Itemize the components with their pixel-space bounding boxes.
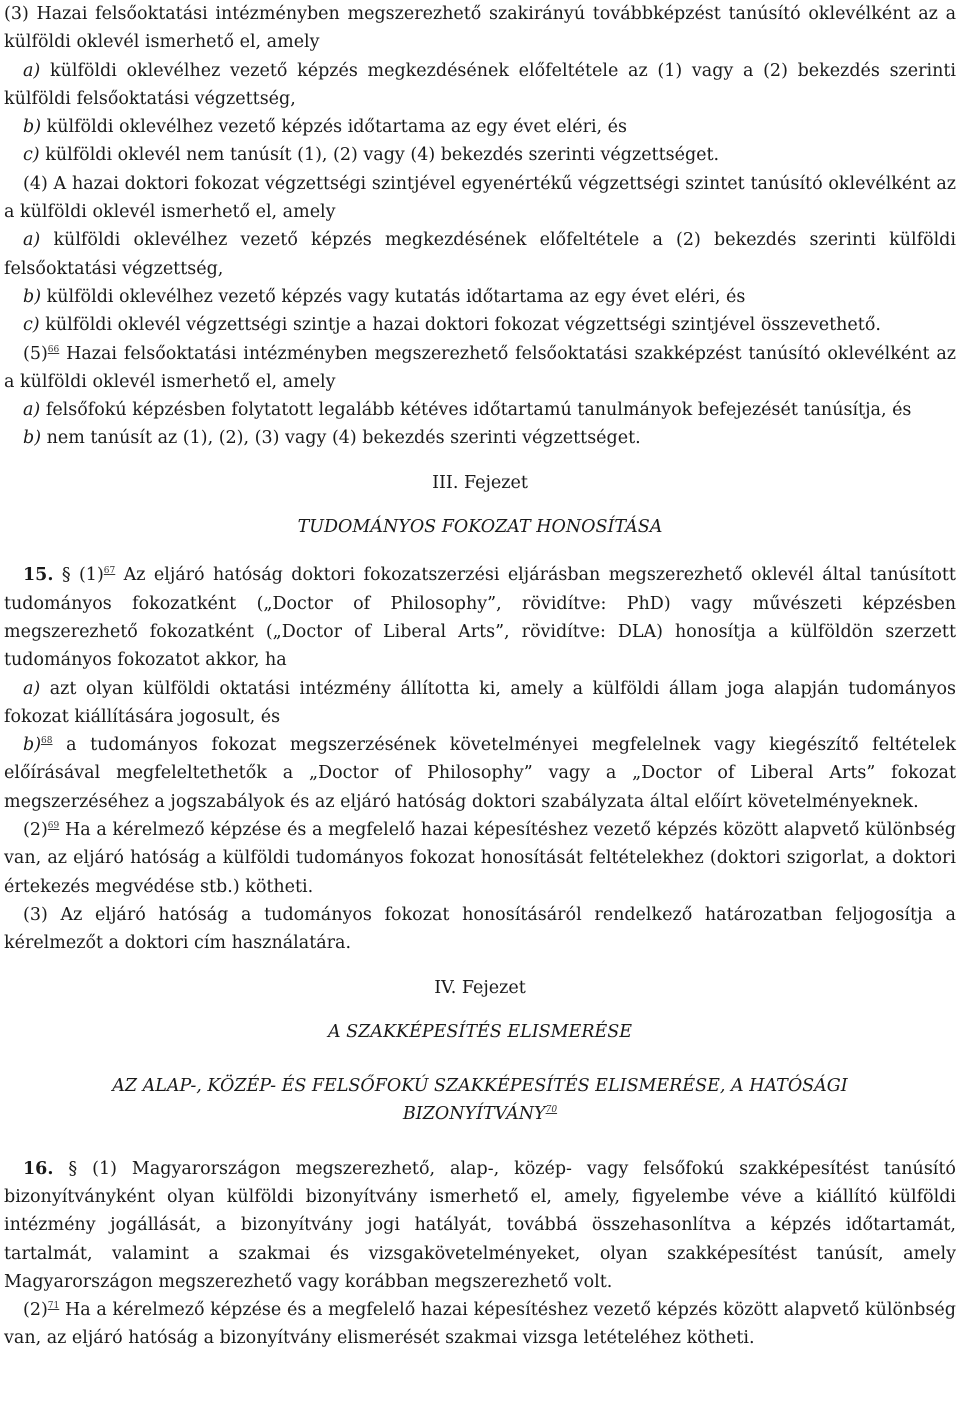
paragraph-number: (2) [23, 1300, 48, 1321]
paragraph-5-point-a [4, 396, 956, 424]
paragraph-3-point-c [4, 141, 956, 169]
section-15-paragraph-2 [4, 816, 956, 901]
paragraph-4-point-c [4, 311, 956, 339]
point-text: külföldi oklevélhez vezető képzés időtartama az egy évet eléri, és [46, 117, 628, 138]
paragraph-text: Ha a kérelmező képzése és a megfelelő hazai képesítéshez vezető képzés között alapvető különbség van, az eljáró hatóság a külföldi tudományos fokozat honosítását feltételekhez (doktori szigorlat, a doktori értekezés megvédése stb.) kötheti. [4, 820, 956, 897]
paragraph-3-point-a [4, 57, 956, 114]
paragraph-number: (2) [23, 820, 48, 841]
paragraph-text: Ha a kérelmező képzése és a megfelelő hazai képesítéshez vezető képzés között alapvető különbség van, az eljáró hatóság a bizonyítvány elismerését szakmai vizsga letételéhez kötheti. [4, 1300, 956, 1349]
section-sign: § [61, 565, 71, 586]
chapter-4-title: A SZAKKÉPESÍTÉS ELISMERÉSE [327, 1021, 633, 1042]
point-marker: c) [23, 315, 40, 336]
section-16-paragraph-2 [4, 1296, 956, 1353]
point-marker: b) [23, 286, 42, 307]
footnote-link-70[interactable]: 70 [545, 1105, 558, 1116]
point-marker: b) [23, 735, 42, 756]
point-text: külföldi oklevél nem tanúsít (1), (2) vagy (4) bekezdés szerinti végzettséget. [45, 145, 720, 166]
point-text: nem tanúsít az (1), (2), (3) vagy (4) bekezdés szerinti végzettséget. [46, 428, 641, 449]
footnote-link-69[interactable]: 69 [47, 821, 60, 832]
paragraph-5-intro [4, 340, 956, 397]
paragraph-4-intro: (4) A hazai doktori fokozat végzettségi szintjével egyenértékű végzettségi szintet tanúsító oklevélként az a külföldi oklevél ismerhető el, amely [4, 173, 956, 223]
chapter-3-number: III. Fejezet [432, 472, 528, 493]
section-number: 16. [23, 1158, 54, 1179]
point-marker: a) [23, 400, 41, 421]
subtitle-text: BIZONYÍTVÁNY [402, 1104, 546, 1125]
paragraph-number: (5) [23, 343, 48, 364]
point-marker: a) [23, 60, 41, 81]
section-16-paragraph-1 [4, 1155, 956, 1296]
paragraph-5-point-b [4, 424, 956, 452]
point-text: külföldi oklevélhez vezető képzés megkezdésének előfeltétele az (1) vagy a (2) bekezdés szerinti külföldi felsőoktatási végzettség, [4, 60, 956, 109]
paragraph-text: Az eljáró hatóság doktori fokozatszerzési eljárásban megszerezhető oklevél által tanúsított tudományos fokozatként („Doctor of Philosophy”, rövidítve: PhD) vagy művészeti képzésben megszerezhető fokozatként („Doctor of Liberal Arts”, rövidítve: DLA) honosítja a külföldön szerzett tudományos fokozatot akkor, ha [4, 565, 956, 671]
point-text: külföldi oklevélhez vezető képzés megkezdésének előfeltétele a (2) bekezdés szerinti külföldi felsőoktatási végzettség, [4, 230, 956, 279]
point-marker: c) [23, 145, 40, 166]
paragraph-4-point-b [4, 283, 956, 311]
footnote-link-68[interactable]: 68 [41, 736, 53, 747]
chapter-3-title: TUDOMÁNYOS FOKOZAT HONOSÍTÁSA [297, 517, 663, 538]
point-text: azt olyan külföldi oktatási intézmény állította ki, amely a külföldi állam joga alapján tudományos fokozat kiállítására jogosult, és [4, 678, 956, 727]
point-marker: a) [23, 230, 41, 251]
section-15-paragraph-1 [4, 561, 956, 674]
chapter-4-number: IV. Fejezet [434, 977, 526, 998]
section-sign: § [68, 1158, 78, 1179]
paragraph-text: Hazai felsőoktatási intézményben megszerezhető felsőoktatási szakképzést tanúsító oklevélként az a külföldi oklevél ismerhető el, amely [4, 343, 956, 392]
section-15-point-b [4, 731, 956, 816]
footnote-link-66[interactable]: 66 [47, 344, 60, 355]
chapter-4-subtitle-line-2 [4, 1100, 956, 1128]
point-marker: b) [23, 117, 42, 138]
section-15-paragraph-3: (3) Az eljáró hatóság a tudományos fokozat honosításáról rendelkező határozatban feljogosítja a kérelmezőt a doktori cím használatára. [4, 904, 956, 954]
footnote-link-71[interactable]: 71 [47, 1301, 60, 1312]
paragraph-number: (1) [78, 565, 104, 586]
point-text: a tudományos fokozat megszerzésének követelményei megfelelnek vagy kiegészítő feltételek előírásával megfeleltethetők a „Doctor of Philosophy” vagy a „Doctor of Liberal Arts” fokozat megszerzéséhez a jogszabályok és az eljáró hatóság doktori szabályzata által előírt követelményeknek. [4, 735, 956, 812]
section-15-point-a [4, 675, 956, 732]
footnote-link-67[interactable]: 67 [103, 566, 116, 577]
chapter-4-subtitle-line-1: AZ ALAP-, KÖZÉP- ÉS FELSŐFOKÚ SZAKKÉPESÍTÉS ELISMERÉSE, A HATÓSÁGI [112, 1076, 848, 1097]
point-marker: a) [23, 678, 41, 699]
paragraph-3-intro: (3) Hazai felsőoktatási intézményben megszerezhető szakirányú továbbképzést tanúsító oklevélként az a külföldi oklevél ismerhető el, amely [4, 4, 956, 53]
point-text: külföldi oklevél végzettségi szintje a hazai doktori fokozat végzettségi szintjével összevethető. [45, 315, 881, 336]
point-marker: b) [23, 428, 42, 449]
point-text: külföldi oklevélhez vezető képzés vagy kutatás időtartama az egy évet eléri, és [46, 286, 746, 307]
paragraph-text: (1) Magyarországon megszerezhető, alap-, közép- vagy felsőfokú szakképesítést tanúsító bizonyítványként olyan külföldi bizonyítvány ismerhető el, amely, figyelembe véve a kiállító külföldi intézmény jogállását, a bizonyítvány jogi hatályát, továbbá összehasonlítva a képzés időtartamát, tartalmát, valamint a szakmai és vizsgakövetelményeket, olyan szakképesítést tanúsít, amely Magyarországon megszerezhető vagy korábban megszerezhető volt. [4, 1158, 956, 1292]
point-text: felsőfokú képzésben folytatott legalább kétéves időtartamú tanulmányok befejezését tanúsítja, és [45, 400, 912, 421]
section-number: 15. [23, 565, 54, 586]
paragraph-4-point-a [4, 226, 956, 283]
paragraph-3-point-b [4, 113, 956, 141]
